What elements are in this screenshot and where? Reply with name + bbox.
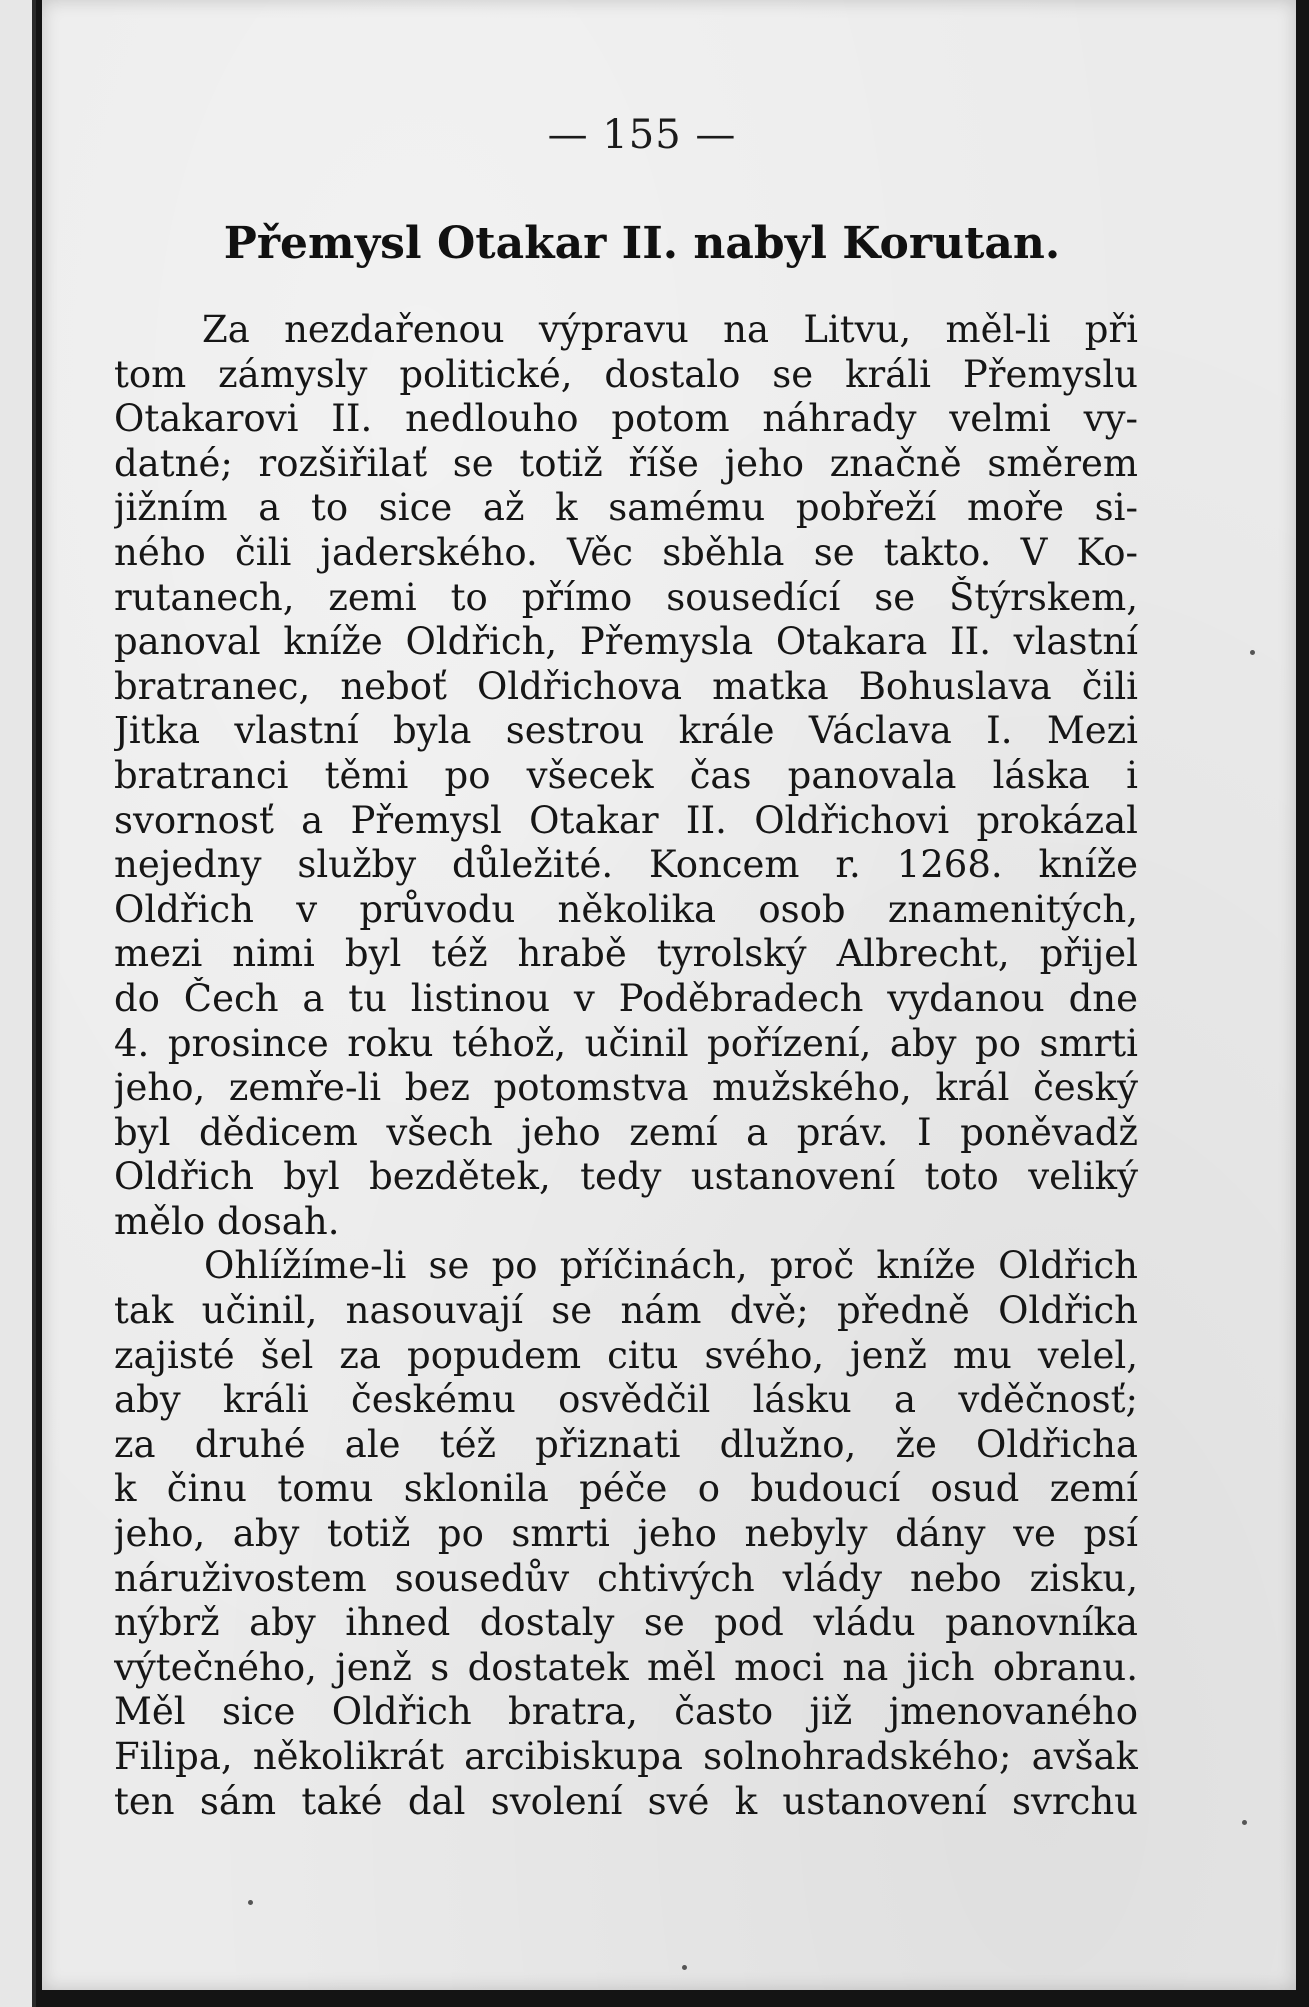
paper-speck: [1242, 1820, 1247, 1825]
text-line: aby králi českému osvědčil lásku a vděčnosť;: [114, 1378, 1138, 1422]
text-line: tak učinil, nasouvají se nám dvě; předně Oldřich: [114, 1289, 1138, 1333]
text-line: ten sám také dal svolení své k ustanovení svrchu: [114, 1779, 1138, 1823]
page-number: — 155 —: [547, 112, 737, 158]
text-line: mezi nimi byl též hrabě tyrolský Albrecht, přijel: [114, 932, 1138, 976]
text-line: Ohlížíme-li se po příčinách, proč kníže Oldřich: [204, 1244, 1138, 1288]
paper-speck: [248, 1900, 253, 1905]
text-line: ného čili jaderského. Věc sběhla se takto. V Ko-: [114, 530, 1138, 574]
text-line: Měl sice Oldřich bratra, často již jmenovaného: [114, 1690, 1138, 1734]
text-line: tom zámysly politické, dostalo se králi Přemyslu: [114, 352, 1138, 396]
paper-speck: [1250, 650, 1255, 655]
text-line: mělo dosah.: [114, 1199, 340, 1243]
previous-page-edge: [0, 0, 36, 2007]
text-line: za druhé ale též přiznati dlužno, že Oldřicha: [114, 1422, 1138, 1466]
text-line: datné; rozšiřilať se totiž říše jeho značně směrem: [114, 441, 1138, 485]
text-line: 4. prosince roku téhož, učinil pořízení, aby po smrti: [114, 1021, 1138, 1065]
text-line: jeho, zemře-li bez potomstva mužského, král český: [114, 1066, 1138, 1110]
text-line: Oldřich byl bezdětek, tedy ustanovení toto veliký: [114, 1155, 1138, 1199]
text-line: zajisté šel za popudem citu svého, jenž mu velel,: [114, 1333, 1138, 1377]
text-line: byl dědicem všech jeho zemí a práv. I poněvadž: [114, 1110, 1138, 1154]
chapter-title: Přemysl Otakar II. nabyl Korutan.: [223, 218, 1061, 269]
text-line: náruživostem sousedův chtivých vlády nebo zisku,: [114, 1556, 1138, 1600]
text-line: k činu tomu sklonila péče o budoucí osud zemí: [114, 1467, 1138, 1511]
text-line: bratranec, neboť Oldřichova matka Bohuslava čili: [114, 664, 1138, 708]
text-line: svornosť a Přemysl Otakar II. Oldřichovi prokázal: [114, 798, 1138, 842]
text-line: Za nezdařenou výpravu na Litvu, měl-li při: [202, 308, 1138, 351]
body-text: [114, 308, 1138, 1824]
book-page: [42, 0, 1296, 1990]
text-line: Oldřich v průvodu několika osob znamenitých,: [114, 887, 1138, 931]
text-line: nýbrž aby ihned dostaly se pod vládu panovníka: [114, 1601, 1138, 1645]
text-line: jižním a to sice až k samému pobřeží moře si-: [114, 486, 1138, 530]
text-line: jeho, aby totiž po smrti jeho nebyly dány ve psí: [114, 1512, 1138, 1556]
text-line: rutanech, zemi to přímo sousedící se Štýrskem,: [114, 575, 1138, 619]
paper-speck: [682, 1965, 687, 1970]
text-line: Jitka vlastní byla sestrou krále Václava I. Mezi: [114, 709, 1138, 753]
text-line: výtečného, jenž s dostatek měl moci na jich obranu.: [114, 1645, 1138, 1689]
text-line: do Čech a tu listinou v Poděbradech vydanou dne: [114, 976, 1138, 1020]
text-line: bratranci těmi po všecek čas panovala láska i: [114, 753, 1138, 797]
text-line: nejedny služby důležité. Koncem r. 1268. kníže: [114, 843, 1138, 887]
text-line: Filipa, několikrát arcibiskupa solnohradského; avšak: [114, 1735, 1138, 1778]
text-line: Otakarovi II. nedlouho potom náhrady velmi vy-: [114, 397, 1138, 441]
text-line: panoval kníže Oldřich, Přemysla Otakara II. vlastní: [114, 620, 1138, 664]
